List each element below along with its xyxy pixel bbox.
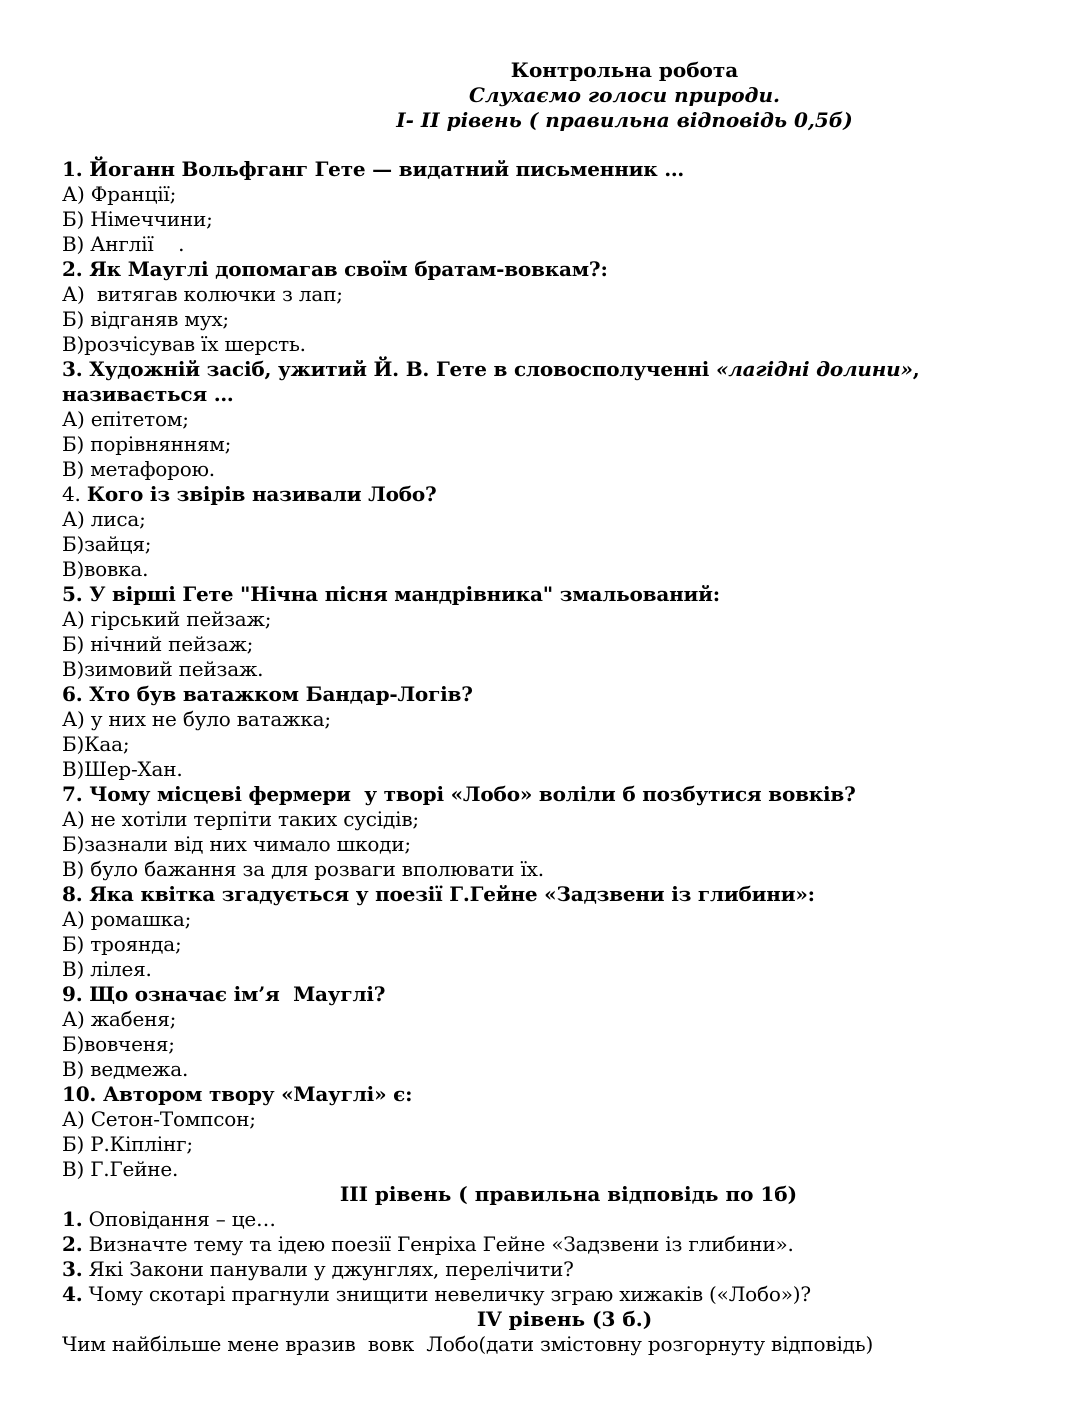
question-4 — [62, 482, 1047, 507]
answer-option: А) лиса; — [62, 507, 146, 531]
question-text: У вірші Гете "Нічна пісня мандрівника" змальований: — [89, 582, 720, 606]
answer-option: В) Г.Гейне. — [62, 1157, 179, 1181]
item-text: Чому скотарі прагнули знищити невеличку зграю хижаків («Лобо»)? — [82, 1282, 811, 1306]
question-text-end: , називається … — [62, 357, 927, 406]
question-1 — [62, 157, 1047, 182]
answer-option: Б)вовченя; — [62, 1032, 175, 1056]
answer-option: Б) троянда; — [62, 932, 182, 956]
question-10 — [62, 1082, 1047, 1107]
answer-option: Б)зайця; — [62, 532, 152, 556]
test-questions — [62, 157, 1047, 1357]
answer-option: В) лілея. — [62, 957, 152, 981]
answer-option: А) Сетон-Томпсон; — [62, 1107, 256, 1131]
question-quote: «лагідні долини» — [715, 357, 913, 381]
level-3-item — [62, 1257, 1047, 1282]
answer-option: В)розчісував їх шерсть. — [62, 332, 306, 356]
question-9 — [62, 982, 1047, 1007]
item-number: 2. — [62, 1232, 83, 1256]
item-number: 3. — [62, 1257, 83, 1281]
level-4-task: Чим найбільше мене вразив вовк Лобо(дати змістовну розгорнуту відповідь) — [62, 1332, 874, 1356]
answer-option: В) Англії . — [62, 232, 185, 256]
item-text: Оповідання – це… — [82, 1207, 276, 1231]
document-subtitle: Слухаємо голоси природи. — [469, 83, 780, 107]
question-number: 6. — [62, 682, 90, 706]
question-text: Кого із звірів називали Лобо? — [86, 482, 437, 506]
question-number: 10. — [62, 1082, 103, 1106]
answer-option: Б) нічний пейзаж; — [62, 632, 254, 656]
answer-option: А) не хотіли терпіти таких сусідів; — [62, 807, 419, 831]
question-5 — [62, 582, 1047, 607]
level-3-heading: ІІІ рівень ( правильна відповідь по 1б) — [339, 1182, 798, 1206]
question-number: 3. — [62, 357, 90, 381]
answer-option: В) ведмежа. — [62, 1057, 189, 1081]
question-8 — [62, 882, 1047, 907]
question-text: Хто був ватажком Бандар-Логів? — [89, 682, 473, 706]
answer-option: Б) порівнянням; — [62, 432, 232, 456]
level-3-item — [62, 1207, 1047, 1232]
question-number: 8. — [62, 882, 90, 906]
question-number: 2. — [62, 257, 90, 281]
question-3 — [62, 357, 1047, 407]
question-text: Що означає ім’я Мауглі? — [89, 982, 386, 1006]
question-number: 5. — [62, 582, 90, 606]
question-text: Яка квітка згадується у поезії Г.Гейне «Задзвени із глибини»: — [89, 882, 815, 906]
answer-option: Б) Р.Кіплінг; — [62, 1132, 193, 1156]
answer-option: А) витягав колючки з лап; — [62, 282, 343, 306]
answer-option: В)Шер-Хан. — [62, 757, 183, 781]
answer-option: А) жабеня; — [62, 1007, 177, 1031]
question-text: Автором твору «Мауглі» є: — [102, 1082, 413, 1106]
question-text: Чому місцеві фермери у творі «Лобо» воліли б позбутися вовків? — [89, 782, 856, 806]
answer-option: А) у них не було ватажка; — [62, 707, 331, 731]
level-3-item — [62, 1282, 1047, 1307]
answer-option: А) ромашка; — [62, 907, 192, 931]
answer-option: В)вовка. — [62, 557, 149, 581]
answer-option: А) епітетом; — [62, 407, 189, 431]
question-text: Як Мауглі допомагав своїм братам-вовкам?: — [89, 257, 608, 281]
answer-option: В) було бажання за для розваги вполювати їх. — [62, 857, 544, 881]
answer-option: В)зимовий пейзаж. — [62, 657, 264, 681]
answer-option: В) метафорою. — [62, 457, 215, 481]
question-6 — [62, 682, 1047, 707]
answer-option: Б) відганяв мух; — [62, 307, 229, 331]
question-text: Йоганн Вольфганг Гете — видатний письменник … — [89, 157, 685, 181]
item-text: Визначте тему та ідею поезії Генріха Гейне «Задзвени із глибини». — [82, 1232, 794, 1256]
question-number: 9. — [62, 982, 90, 1006]
level-3-item — [62, 1232, 1047, 1257]
answer-option: Б)зазнали від них чимало шкоди; — [62, 832, 411, 856]
answer-option: Б) Німеччини; — [62, 207, 213, 231]
document-title: Контрольна робота — [510, 58, 739, 82]
question-number: 4. — [62, 482, 87, 506]
item-number: 4. — [62, 1282, 83, 1306]
level-1-2-heading: І- ІІ рівень ( правильна відповідь 0,5б) — [396, 108, 853, 132]
question-number: 1. — [62, 157, 90, 181]
item-number: 1. — [62, 1207, 83, 1231]
question-7 — [62, 782, 1047, 807]
question-number: 7. — [62, 782, 90, 806]
answer-option: А) Франції; — [62, 182, 177, 206]
question-2 — [62, 257, 1047, 282]
answer-option: Б)Каа; — [62, 732, 130, 756]
document-page — [62, 58, 1047, 1357]
item-text: Які Закони панували у джунглях, перелічити? — [82, 1257, 574, 1281]
question-text: Художній засіб, ужитий Й. В. Гете в словосполученні — [89, 357, 716, 381]
level-4-heading: ІV рівень (3 б.) — [476, 1307, 653, 1331]
answer-option: А) гірський пейзаж; — [62, 607, 272, 631]
